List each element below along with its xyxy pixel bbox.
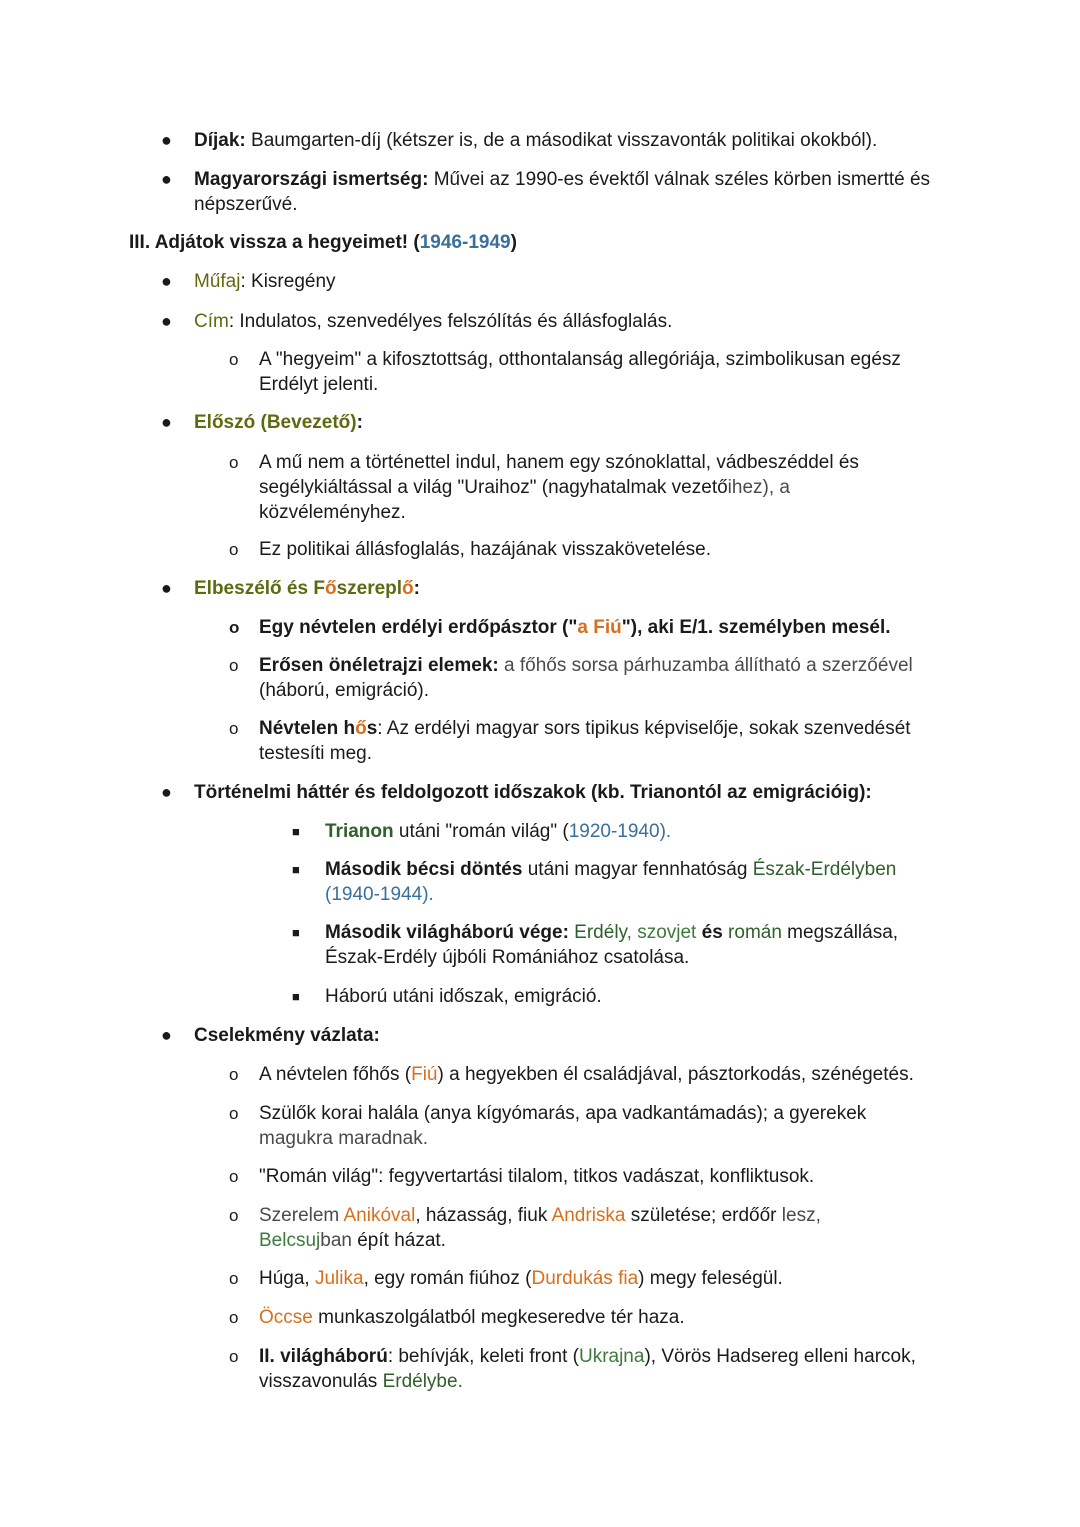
list-subitem-cim [229, 347, 949, 397]
tortenelmi-i2e: 1940-1944 [331, 884, 423, 905]
elbeszelo-s1b: a Fiú [577, 617, 622, 638]
bullet-square: ■ [292, 824, 300, 839]
bullet-circle: o [229, 1065, 239, 1084]
bullet-disc: ● [161, 578, 172, 598]
elbeszelo-label-3: szerepl [336, 578, 403, 599]
mufaj-label: Műfaj [194, 271, 241, 292]
list-subitem-tortenelmi-4 [292, 984, 945, 1009]
cselekmeny-c2a: Szülők korai halála (anya kígyómarás, apa vadkantámadás); a gyerekek [259, 1103, 867, 1124]
tortenelmi-i1d: ). [659, 821, 672, 842]
list-item-mufaj [161, 269, 954, 294]
list-subitem-tortenelmi-3 [292, 920, 945, 970]
bullet-circle: o [229, 453, 239, 472]
cselekmeny-c1a: A névtelen főhős ( [259, 1064, 412, 1085]
list-subitem-cselekmeny-5 [229, 1266, 959, 1291]
list-subitem-tortenelmi-1 [292, 819, 945, 844]
tortenelmi-i3g: Észak-Erdély újbóli Romániához csatolása. [325, 947, 690, 968]
cselekmeny-c4h: ban [320, 1230, 352, 1251]
elbeszelo-s1c: "), aki E/1. személyben mesél. [621, 617, 891, 638]
dijak-text: Baumgarten-díj (kétszer is, de a másodikat visszavonták politikai okokból). [245, 130, 878, 151]
cselekmeny-c7e: visszavonulás [259, 1371, 383, 1392]
tortenelmi-i2c: Észak-Erdélyben [752, 859, 897, 880]
elbeszelo-s3c: s [366, 718, 378, 739]
bullet-square: ■ [292, 989, 300, 1004]
bullet-square: ■ [292, 862, 300, 877]
tortenelmi-i3b: Erdély [568, 922, 627, 943]
cselekmeny-c5e: ) megy feleségül. [638, 1268, 783, 1289]
elbeszelo-s3b: ő [355, 718, 367, 739]
elbeszelo-s2a: Erősen önéletrajzi elemek: [259, 655, 499, 676]
tortenelmi-i1a: Trianon [325, 821, 394, 842]
elbeszelo-label-1: Elbeszélő és F [194, 578, 325, 599]
eloszo-sub1b: ihez), a [727, 477, 790, 498]
bullet-circle: o [229, 1167, 239, 1186]
list-subitem-cselekmeny-3 [229, 1164, 959, 1189]
list-subitem-cselekmeny-1 [229, 1062, 979, 1087]
list-subitem-eloszo-2 [229, 537, 959, 562]
bullet-disc: ● [161, 782, 172, 802]
list-item-tortenelmi [161, 780, 954, 805]
tortenelmi-i2a: Második bécsi döntés [325, 859, 523, 880]
bullet-disc: ● [161, 271, 172, 291]
list-item-ismertseg [161, 167, 934, 217]
elbeszelo-s3a: Névtelen h [259, 718, 356, 739]
bullet-circle: o [229, 540, 239, 559]
cselekmeny-c4i: épít házat. [351, 1230, 446, 1251]
cselekmeny-c7c: Ukrajna [578, 1346, 645, 1367]
bullet-circle: o [229, 350, 239, 369]
tortenelmi-i3a: Második világháború vége: [325, 922, 569, 943]
cselekmeny-c7g: . [457, 1371, 463, 1392]
cselekmeny-c2b: magukra maradnak. [259, 1128, 428, 1149]
cselekmeny-c1c: ) a hegyekben él családjával, pásztorkodás, szénégetés. [437, 1064, 914, 1085]
bullet-circle: o [229, 719, 239, 738]
elbeszelo-label-2: ő [324, 578, 337, 599]
list-item-eloszo [161, 410, 954, 435]
eloszo-sub2: Ez politikai állásfoglalás, hazájának visszakövetelése. [259, 539, 712, 560]
cselekmeny-c7a: II. világháború [259, 1346, 388, 1367]
bullet-circle: o [229, 1347, 239, 1366]
cselekmeny-c5d: Durdukás fia [531, 1268, 639, 1289]
elbeszelo-s1a: Egy névtelen erdélyi erdőpásztor (" [259, 617, 578, 638]
tortenelmi-i4: Háború utáni időszak, emigráció. [325, 986, 602, 1007]
bullet-circle: o [229, 618, 240, 637]
section-close: ) [510, 232, 517, 253]
cselekmeny-c1b: Fiú [411, 1064, 438, 1085]
tortenelmi-i3c: , szovjet [626, 922, 697, 943]
cselekmeny-c5a: Húga, [259, 1268, 315, 1289]
list-subitem-cselekmeny-7 [229, 1344, 979, 1394]
cselekmeny-c7f: Erdélybe [382, 1371, 458, 1392]
bullet-circle: o [229, 1308, 239, 1327]
eloszo-colon: : [356, 412, 363, 433]
cselekmeny-c5c: , egy román fiúhoz ( [363, 1268, 532, 1289]
bullet-disc: ● [161, 412, 172, 432]
list-subitem-elbeszelo-2 [229, 653, 949, 703]
mufaj-text: : Kisregény [240, 271, 336, 292]
elbeszelo-s2c: (háború, emigráció). [259, 680, 430, 701]
elbeszelo-s2b: a főhős sorsa párhuzamba állítható a szerzőével [498, 655, 913, 676]
tortenelmi-i1b: utáni "román világ" ( [393, 821, 569, 842]
cselekmeny-c4d: Andriska [551, 1205, 626, 1226]
bullet-circle: o [229, 656, 239, 675]
list-subitem-tortenelmi-2 [292, 857, 945, 907]
cselekmeny-c3: "Román világ": fegyvertartási tilalom, titkos vadászat, konfliktusok. [259, 1166, 815, 1187]
bullet-disc: ● [161, 311, 172, 331]
tortenelmi-label: Történelmi háttér és feldolgozott időszakok (kb. Trianontól az emigrációig): [194, 782, 872, 803]
ismertseg-label: Magyarországi ismertség: [194, 169, 429, 190]
section-years: 1946-1949 [419, 232, 511, 253]
cselekmeny-c6b: munkaszolgálatból megkeseredve tér haza. [312, 1307, 685, 1328]
tortenelmi-i3e: román [728, 922, 782, 943]
cim-sub-text: A "hegyeim" a kifosztottság, otthontalanság allegóriája, szimbolikusan egész Erdélyt jelenti. [259, 349, 901, 395]
cselekmeny-c4f: lesz, [776, 1205, 821, 1226]
section-heading [129, 230, 1029, 255]
tortenelmi-i1c: 1920-1940 [568, 821, 660, 842]
eloszo-label: Előszó (Bevezető) [194, 412, 357, 433]
tortenelmi-i2f: ). [422, 884, 434, 905]
list-subitem-eloszo-1 [229, 450, 909, 525]
cim-text: : Indulatos, szenvedélyes felszólítás és állásfoglalás. [228, 311, 673, 332]
bullet-disc: ● [161, 130, 172, 150]
section-title: III. Adjátok vissza a hegyeimet! ( [129, 232, 420, 253]
eloszo-sub1c: közvéleményhez. [259, 502, 406, 523]
list-subitem-cselekmeny-4 [229, 1203, 959, 1253]
cselekmeny-c4g: Belcsuj [259, 1230, 321, 1251]
bullet-square: ■ [292, 925, 300, 940]
tortenelmi-i3f: megszállása, [781, 922, 899, 943]
cim-label: Cím [194, 311, 229, 332]
list-item-cselekmeny [161, 1023, 954, 1048]
bullet-circle: o [229, 1104, 239, 1123]
elbeszelo-colon: : [413, 578, 420, 599]
tortenelmi-i3d: és [696, 922, 729, 943]
cselekmeny-c5b: Julika [314, 1268, 364, 1289]
cselekmeny-c4c: , házasság, fiuk [415, 1205, 552, 1226]
cselekmeny-c6a: Öccse [259, 1307, 313, 1328]
list-subitem-elbeszelo-3 [229, 716, 949, 766]
bullet-disc: ● [161, 169, 172, 189]
ismertseg-text: Művei az 1990-es évektől válnak széles körben ismertté és népszerűvé. [194, 169, 931, 215]
cselekmeny-c7b: : behívják, keleti front ( [387, 1346, 579, 1367]
eloszo-sub1a: A mű nem a történettel indul, hanem egy szónoklattal, vádbeszéddel és segélykiáltással a világ "Uraihoz" (nagyhatalmak vezető [259, 452, 859, 498]
bullet-circle: o [229, 1206, 239, 1225]
elbeszelo-label-4: ő [402, 578, 414, 599]
list-item-dijak [161, 128, 954, 153]
cselekmeny-label: Cselekmény vázlata: [194, 1025, 380, 1046]
cselekmeny-c4a: Szerelem [259, 1205, 344, 1226]
cselekmeny-c4e: születése; erdőőr [625, 1205, 777, 1226]
cselekmeny-c4b: Anikóval [343, 1205, 416, 1226]
elbeszelo-s3d: : Az erdélyi magyar sors tipikus képviselője, sokak szenvedését testesíti meg. [259, 718, 911, 764]
list-subitem-cselekmeny-6 [229, 1305, 959, 1330]
list-item-cim [161, 309, 954, 334]
list-subitem-elbeszelo-1 [229, 615, 959, 640]
tortenelmi-i2d: ( [325, 884, 332, 905]
dijak-label: Díjak: [194, 130, 246, 151]
list-subitem-cselekmeny-2 [229, 1101, 959, 1151]
tortenelmi-i2b: utáni magyar fennhatóság [522, 859, 753, 880]
list-item-elbeszelo [161, 576, 954, 601]
cselekmeny-c7d: ), Vörös Hadsereg elleni harcok, [644, 1346, 916, 1367]
bullet-circle: o [229, 1269, 239, 1288]
bullet-disc: ● [161, 1025, 172, 1045]
